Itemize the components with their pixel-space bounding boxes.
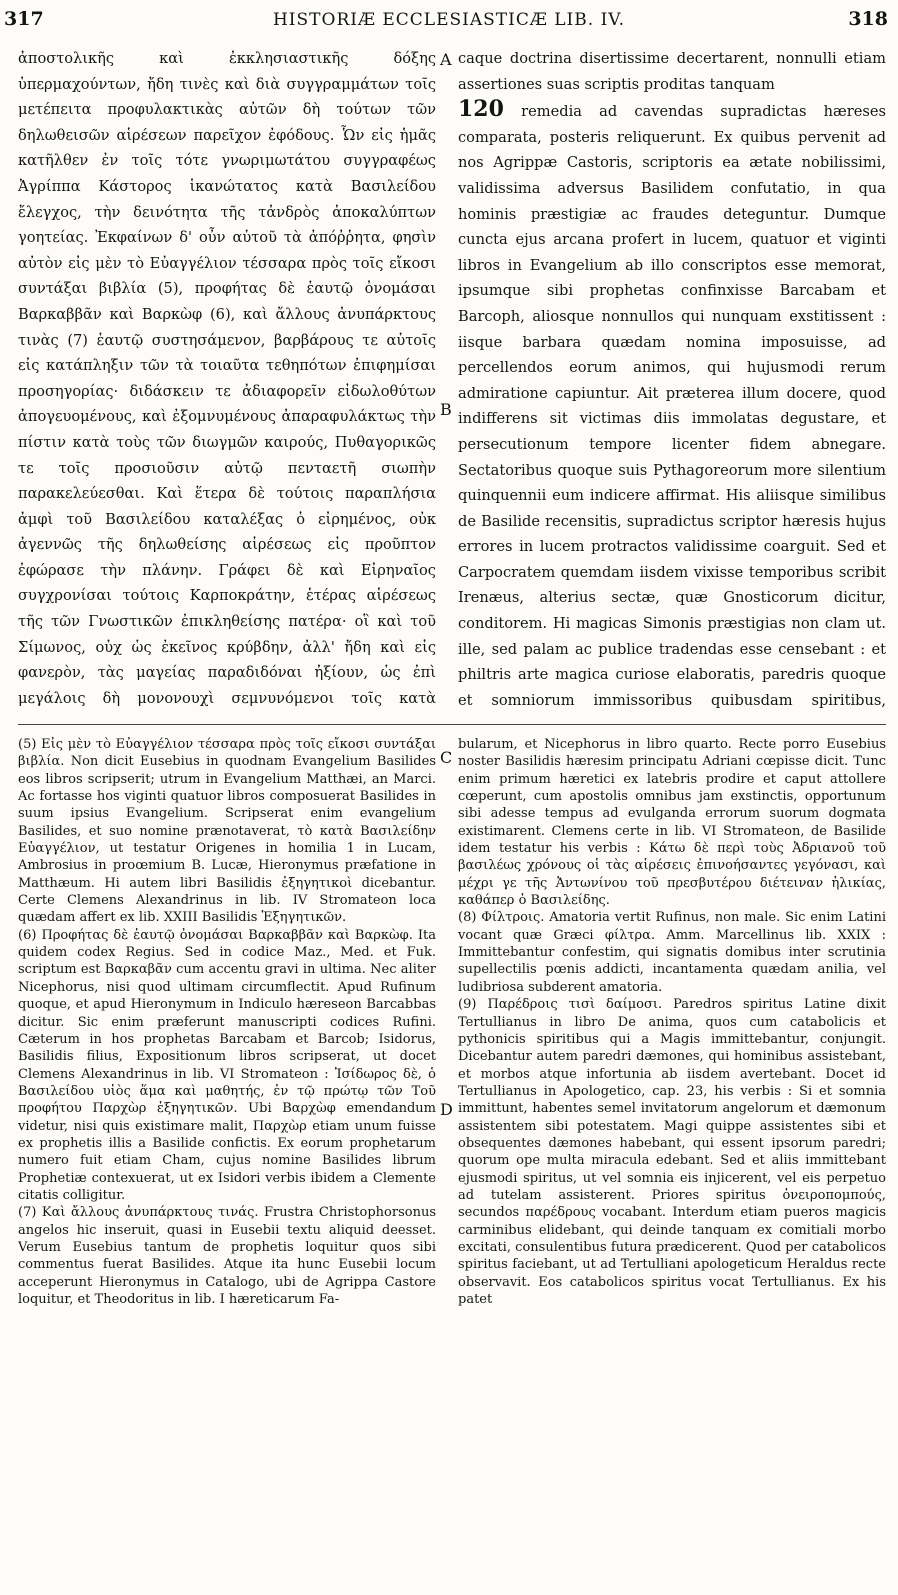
latin-main-text xyxy=(458,46,886,714)
latin-main-text-b: remedia ad cavendas supradictas hæreses comparata, posteris reliquerunt. Ex quibus pervenit ad nos Agrippæ Castoris, scriptoris ea ætate nobilissimi, validissima adversus Basilidem confutatio, in qua hominis præstigiæ ac fraudes deteguntur. Dumque cuncta ejus arcana profert in lucem, quatuor et viginti libros in Evangelium ab illo conscriptos esse memorat, ipsumque sibi prophetas confinxisse Barcabam et Barcoph, aliosque nonnullos qui nunquam exstitissent : iisque barbara quædam nomina imposuisse, ad percellendos eorum animos, qui hujusmodi rerum admiratione capiuntur. Ait præterea illum docere, quod indifferens sit victimas diis immolatas degustare, et persecutionum tempore licenter fidem abnegare. Sectatoribus quoque suis Pythagoreorum more silentium quinquennii eum indicere affirmat. His aliisque similibus de Basilide recensitis, supradictus scriptor hæresis hujus errores in lucem protractos validissime coarguit. Sed et Carpocratem quemdam iisdem vixisse temporibus scribit Irenæus, alterius sectæ, quæ Gnosticorum dicitur, conditorem. Hi magicas Simonis præstigias non clam ut. ille, sed palam ac publice tradendas esse censebant : et philtris arte magica curiose elaboratis, paredris quoque et somniorum immissoribus quibusdam spiritibus, xyxy=(458,103,886,709)
running-head: HISTORIÆ ECCLESIASTICÆ LIB. IV. xyxy=(272,10,626,30)
page-header xyxy=(4,8,894,38)
greek-main-text: ἀποστολικῆς καὶ ἐκκλησιαστικῆς δόξης ὑπερμαχούντων, ἤδη τινὲς καὶ διὰ συγγραμμάτων τοῖς μετέπειτα προφυλακτικὰς αὐτῶν δὴ τούτων τῶν δηλωθεισῶν αἱρέσεων παρεῖχον ἐφόδους. Ὧν εἰς ἡμᾶς κατῆλθεν ἐν τοῖς τότε γνωριμωτάτου συγγραφέως Ἀγρίππα Κάστορος ἱκανώτατος κατὰ Βασιλείδου ἔλεγχος, τὴν δεινότητα τῆς τἀνδρὸς ἀποκαλύπτων γοητείας. Ἐκφαίνων δ' οὖν αὐτοῦ τὰ ἀπόῤῥητα, φησὶν αὐτὸν εἰς μὲν τὸ Εὐαγγέλιον τέσσαρα πρὸς τοῖς εἴκοσι συντάξαι βιβλία (5), προφήτας δὲ ἑαυτῷ ὀνομάσαι Βαρκαββᾶν καὶ Βαρκὼφ (6), καὶ ἄλλους ἀνυπάρκτους τινὰς (7) ἑαυτῷ συστησάμενον, βαρβάρους τε αὐτοῖς εἰς κατάπληξιν τῶν τὰ τοιαῦτα τεθηπότων ἐπιφημίσαι προσηγορίας· διδάσκειν τε ἀδιαφορεῖν εἰδωλοθύτων ἀπογευομένους, καὶ ἐξομνυμένους ἀπαραφυλάκτως τὴν πίστιν κατὰ τοὺς τῶν διωγμῶν καιρούς, Πυθαγορικῶς τε τοῖς προσιοῦσιν αὐτῷ πενταετῆ σιωπὴν παρακελεύεσθαι. Καὶ ἕτερα δὲ τούτοις παραπλήσια ἀμφὶ τοῦ Βασιλείδου καταλέξας ὁ εἰρημένος, οὐκ ἀγεννῶς τῆς δηλωθείσης αἱρέσεως εἰς προῦπτον ἐφώρασε τὴν πλάνην. Γράφει δὲ καὶ Εἰρηναῖος συγχρονίσαι τούτοις Καρποκράτην, ἑτέρας αἱρέσεως τῆς τῶν Γνωστικῶν ἐπικληθείσης πατέρα· οἳ καὶ τοῦ Σίμωνος, οὐχ ὡς ἐκεῖνος κρύβδην, ἀλλ' ἤδη καὶ εἰς φανερὸν, τὰς μαγείας παραδιδόναι ἠξίουν, ὡς ἐπὶ μεγάλοις δὴ μονονουχὶ σεμνυνόμενοι τοῖς κατὰ xyxy=(18,50,436,707)
notes-divider xyxy=(18,724,886,725)
page-number-left: 317 xyxy=(4,8,44,30)
latin-main-column xyxy=(458,46,886,714)
note-5: (5) Εἰς μὲν τὸ Εὐαγγέλιον τέσσαρα πρὸς τοῖς εἴκοσι συντάξαι βιβλία. Non dicit Eusebius in quodnam Evangelium Basilides eos libros scripserit; utrum in Evangelium Matthæi, an Marci. Ac fortasse hos viginti quatuor libros composuerat Basilides in suum ipsius Evangelium. Scripserat enim evangelium Basilides, et suo nomine prænotaverat, τὸ κατὰ Βασιλείδην Εὐαγγέλιον, ut testatur Origenes in homilia 1 in Lucam, Ambrosius in proœmium B. Lucæ, Hieronymus præfatione in Matthæum. Hi autem libri Basilidis ἐξηγητικοὶ dicebantur. Certe Clemens Alexandrinus in lib. IV Stromateon loca quædam affert ex lib. XXIII Basilidis Ἐξηγητικῶν. xyxy=(18,737,436,926)
note-7: (7) Καὶ ἄλλους ἀνυπάρκτους τινάς. Frustra Christophorsonus angelos hic inseruit, quasi in Eusebii textu aliquid deesset. Verum Eusebius tantum de prophetis loquitur quos sibi commentus fuerat Basilides. Atque ita hunc Eusebii locum acceperunt Hieronymus in Catalogo, ubi de Agrippa Castore loquitur, et Theodoritus in lib. I hæreticarum Fa- xyxy=(18,1205,436,1307)
note-6: (6) Προφήτας δὲ ἑαυτῷ ὀνομάσαι Βαρκαββᾶν καὶ Βαρκὼφ. Ita quidem codex Regius. Sed in codice Maz., Med. et Fuk. scriptum est Βαρκαβᾶν cum accentu gravi in ultima. Nec aliter Nicephorus, nisi quod ultimam circumflectit. Apud Rufinum quoque, et apud Hieronymum in Indiculo hæreseon Barcabbas dicitur. Sic enim præferunt manuscripti codices Rufini. Cæterum in hos prophetas Barcabam et Barcob; Isidorus, Basilidis filius, Expositionum libros scripserat, ut docet Clemens Alexandrinus in lib. VI Stromateon : Ἰσίδωρος δὲ, ὁ Βασιλείδου υἱὸς ἅμα καὶ μαθητής, ἐν τῷ πρώτῳ τῶν Τοῦ προφήτου Παρχὼρ ἐξηγητικῶν. Ubi Βαρχὼφ emendandum videtur, nisi quis existimare malit, Παρχὼρ etiam unum fuisse ex prophetis illis a Basilide confictis. Ex eorum prophetarum numero fuit etiam Cham, cujus nomine Basilides librum Prophetiæ contexuerat, ut ex Isidori verbis ibidem a Clemente citatis colligitur. xyxy=(18,927,436,1203)
column-number: 120 xyxy=(458,96,504,123)
margin-letter-a: A xyxy=(440,50,452,69)
note-7-continued: bularum, et Nicephorus in libro quarto. Recte porro Eusebius noster Basilidis hæresim principatu Adriani cœpisse dicit. Tunc enim primum hæretici ex latebris prodire et caput attollere cœperunt, cum apostolis omnibus jam exstinctis, opportunum sibi adesse tempus ad evulganda errorum suorum dogmata existimarent. Clemens certe in lib. VI Stromateon, de Basilide idem testatur his verbis : Κάτω δὲ περὶ τοὺς Ἀδριανοῦ τοῦ βασιλέως χρόνους οἱ τὰς αἱρέσεις ἐπινοήσαντες γεγόνασι, καὶ μέχρι γε τῆς Ἀντωνίνου τοῦ πρεσβυτέρου διέτειναν ἡλικίας, καθάπερ ὁ Βασιλείδης. xyxy=(458,737,886,909)
note-9: (9) Παρέδροις τισὶ δαίμοσι. Paredros spiritus Latine dixit Tertullianus in libro De anima, quos cum catabolicis et pythonicis spiritibus qui a Magis immittebantur, conjungit. Dicebantur autem paredri dæmones, qui hominibus assistebant, et morbos atque infortunia ab iisdem avertebant. Docet id Tertullianus in Apologetico, cap. 23, his verbis : Si et somnia immittunt, habentes semel invitatorum angelorum et dæmonum assistentem sibi potestatem. Magi quippe assistentes sibi et obsequentes dæmones habebant, qui essent ipsorum paredri; quorum ope multa miracula edebant. Sed et aliis immittebant ejusmodi spiritus, ut vel somnia eis injicerent, vel eis perpetuo ad tutelam assisterent. Priores spiritus ὀνειροπομπούς, secundos παρέδρους vocabant. Interdum etiam pueros magicis carminibus elidebant, qui deinde tanquam ex comitiali morbo excitati, consulentibus futura prædicerent. Quod per catabolicos spiritus faciebant, ut ad Tertulliani apologeticum Heraldus recte observavit. Eos catabolicos spiritus vocat Tertullianus. Ex his patet xyxy=(458,997,886,1307)
notes-left-column xyxy=(18,736,436,1586)
note-8: (8) Φίλτροις. Amatoria vertit Rufinus, non male. Sic enim Latini vocant quæ Græci φίλτρα. Amm. Marcellinus lib. XXIX : Immittebantur confestim, qui signatis domibus inter scrutinia supellectilis pœnis addicti, incantamenta quædam anilia, vel ludibriosa subderent amatoria. xyxy=(458,910,886,995)
margin-letter-d: D xyxy=(440,1100,453,1119)
margin-letter-c: C xyxy=(440,748,453,767)
page-number-right: 318 xyxy=(848,8,888,30)
notes-right-column xyxy=(458,736,886,1586)
margin-letter-b: B xyxy=(440,400,452,419)
greek-main-column xyxy=(18,46,436,714)
latin-main-text-a: caque doctrina disertissime decertarent, nonnulli etiam assertiones suas scriptis proditas tanquam xyxy=(458,50,886,93)
